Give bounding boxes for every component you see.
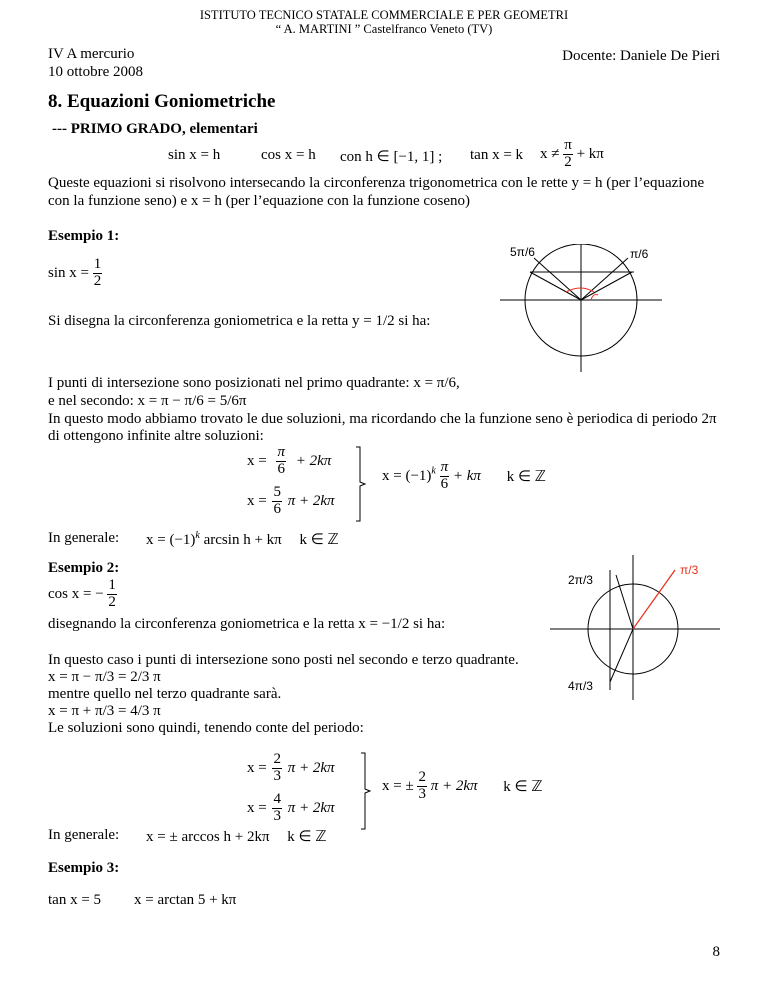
equation-tan: tan x = k xyxy=(470,147,524,163)
intro-text-line2: con la funzione seno) e x = h (per l’equazione con la funzione coseno) xyxy=(48,193,471,209)
school-name: ISTITUTO TECNICO STATALE COMMERCIALE E PER GEOMETRI xyxy=(199,8,569,22)
label-2pi-3: 2π/3 xyxy=(568,573,593,587)
radius-5pi-6 xyxy=(530,272,581,300)
section-subtitle: --- PRIMO GRADO, elementari xyxy=(52,121,258,137)
example3-solution: x = arctan 5 + kπ xyxy=(134,892,237,908)
equation-cos: cos x = h xyxy=(261,147,316,163)
pointer-pi-6 xyxy=(581,258,628,300)
label-pi-3: π/3 xyxy=(680,563,699,577)
example1-unit-circle-figure xyxy=(490,244,670,374)
example1-text1: Si disegna la circonferenza goniometrica e la retta y = 1/2 si ha: xyxy=(48,313,431,329)
example1-combined-solution: $x = (-1)^k$ $\frac{\pi}{6}$ + kπ k ∈ ℤ xyxy=(382,459,546,492)
example2-solution1: x = $\frac{2}{3}$ π + 2kπ xyxy=(247,751,335,784)
example2-general-formula: x = ± arccos h + 2kπ k ∈ ℤ xyxy=(146,829,327,845)
example2-text6: Le soluzioni sono quindi, tenendo conte del periodo: xyxy=(48,720,364,736)
example1-solution1: x = $\frac{\pi}{6}$ + 2kπ xyxy=(247,444,332,477)
example2-general-label: In generale: xyxy=(48,827,120,843)
page-number: 8 xyxy=(712,944,720,960)
teacher-name: Docente: Daniele De Pieri xyxy=(562,48,720,64)
example1-text3: e nel secondo: x = π − π/6 = 5/6π xyxy=(48,393,247,409)
example1-equation: sin x = $\frac{1}{2}$ xyxy=(48,256,102,289)
example1-general-label: In generale: xyxy=(48,530,120,546)
example2-equation: cos x = − $\frac{1}{2}$ xyxy=(48,577,116,610)
angle-arc xyxy=(566,288,594,292)
example2-text2: In questo caso i punti di intersezione sono posti nel secondo e terzo quadrante. xyxy=(48,652,519,668)
example2-text5: x = π + π/3 = 4/3 π xyxy=(48,703,161,719)
example1-general-formula: $x = (-1)^k$ arcsin h + kπ k ∈ ℤ xyxy=(146,530,339,548)
class-name: IV A mercurio xyxy=(48,46,135,62)
equation-condition: con h ∈ [−1, 1] ; xyxy=(340,149,443,165)
example1-brace xyxy=(355,446,367,522)
example2-brace xyxy=(360,752,372,830)
example2-solution2: x = $\frac{4}{3}$ π + 2kπ xyxy=(247,791,335,824)
angle-arc-small xyxy=(591,295,598,300)
example1-text4: In questo modo abbiamo trovato le due soluzioni, ma ricordando che la funzione seno è periodica di periodo 2π xyxy=(48,411,717,427)
example3-equation: tan x = 5 xyxy=(48,892,102,908)
example2-text3: x = π − π/3 = 2/3 π xyxy=(48,669,161,685)
label-pi-6: π/6 xyxy=(630,247,649,261)
intro-text-line1: Queste equazioni si risolvono intersecando la circonferenza trigonometrica con le rette y = h (per l’equazione xyxy=(48,175,705,191)
document-date: 10 ottobre 2008 xyxy=(48,64,143,80)
example2-text4: mentre quello nel terzo quadrante sarà. xyxy=(48,686,282,702)
radius-pi-3 xyxy=(633,570,675,629)
example2-unit-circle-figure xyxy=(540,540,730,700)
example2-text1: disegnando la circonferenza goniometrica e la retta x = −1/2 si ha: xyxy=(48,616,446,632)
equation-tan-condition: x ≠ $\frac{\pi}{2}$ + kπ xyxy=(540,137,604,170)
section-title: 8. Equazioni Goniometriche xyxy=(48,91,276,112)
equation-sin: sin x = h xyxy=(168,147,221,163)
label-5pi-6: 5π/6 xyxy=(510,245,535,259)
radius-pi-6 xyxy=(581,272,632,300)
pointer-5pi-6 xyxy=(534,258,581,300)
example3-title: Esempio 3: xyxy=(48,860,120,876)
example2-combined-solution: x = ± $\frac{2}{3}$ π + 2kπ k ∈ ℤ xyxy=(382,769,543,802)
example1-text5: di ottengono infinite altre soluzioni: xyxy=(48,428,264,444)
example1-title: Esempio 1: xyxy=(48,228,120,244)
example1-text2: I punti di intersezione sono posizionati nel primo quadrante: x = π/6, xyxy=(48,375,460,391)
example2-title: Esempio 2: xyxy=(48,560,120,576)
example1-solution2: x = $\frac{5}{6}$ π + 2kπ xyxy=(247,484,335,517)
school-subtitle: “ A. MARTINI ” Castelfranco Veneto (TV) xyxy=(275,22,493,36)
label-4pi-3: 4π/3 xyxy=(568,679,593,693)
radius-2pi-3 xyxy=(616,575,633,629)
